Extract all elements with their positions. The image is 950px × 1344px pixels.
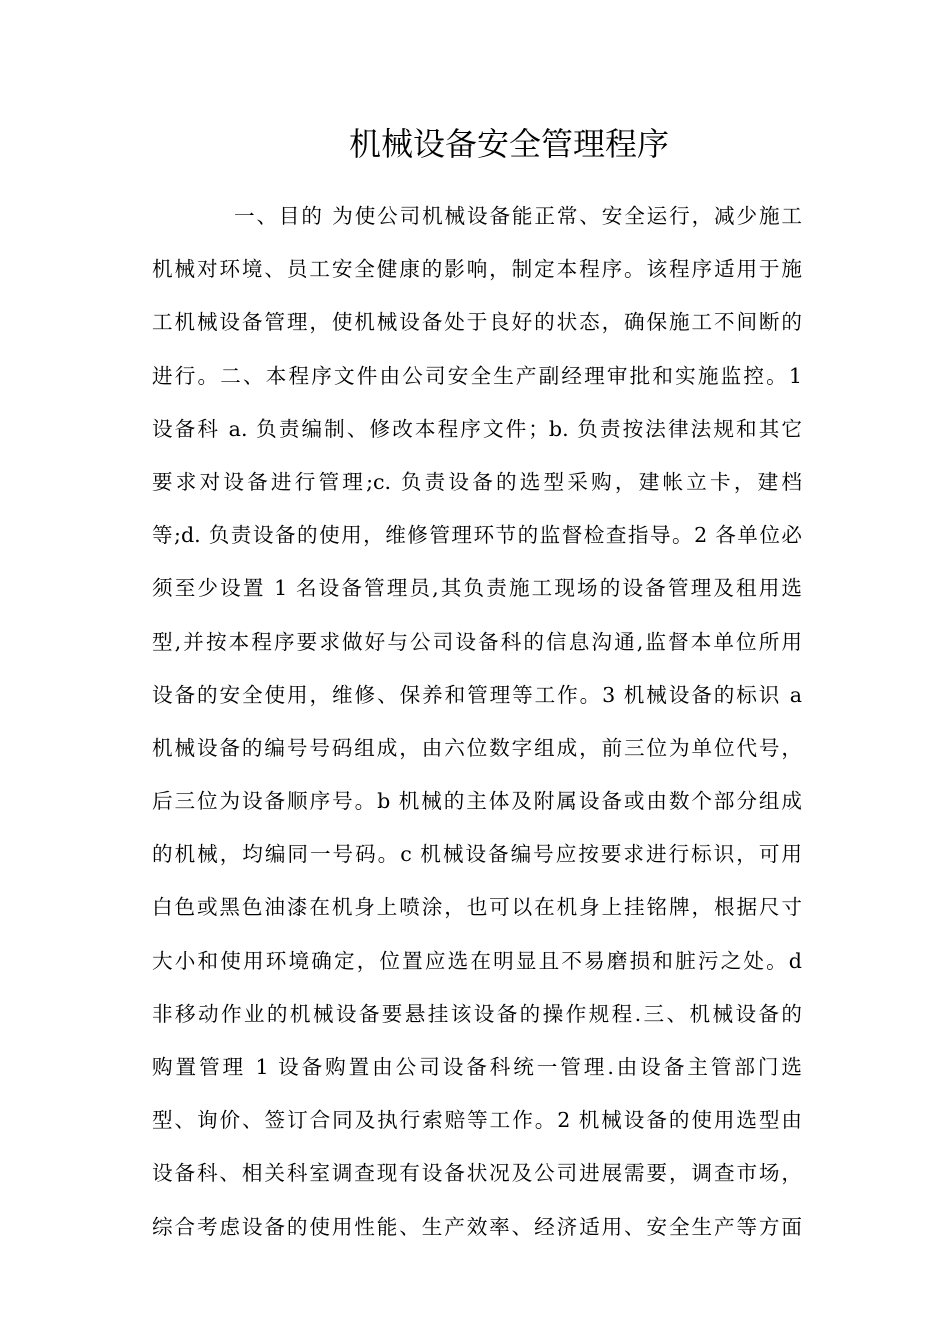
body-line: 白色或黑色油漆在机身上喷涂，也可以在机身上挂铭牌，根据尺寸 — [152, 895, 802, 920]
body-line: 机械设备的编号号码组成，由六位数字组成，前三位为单位代号， — [152, 735, 802, 760]
body-line: 非移动作业的机械设备要悬挂该设备的操作规程.三、机械设备的 — [152, 1001, 802, 1026]
body-line: 设备科 a. 负责编制、修改本程序文件；b. 负责按法律法规和其它 — [152, 416, 802, 441]
body-line: 进行。二、本程序文件由公司安全生产副经理审批和实施监控。1 — [152, 363, 802, 388]
body-line: 设备的安全使用，维修、保养和管理等工作。3 机械设备的标识 a — [152, 682, 802, 707]
body-line: 型、询价、签订合同及执行索赔等工作。2 机械设备的使用选型由 — [152, 1108, 802, 1133]
body-line: 工机械设备管理，使机械设备处于良好的状态，确保施工不间断的 — [152, 310, 802, 335]
document-body — [152, 194, 802, 1258]
body-line: 的机械，均编同一号码。c 机械设备编号应按要求进行标识，可用 — [152, 842, 802, 867]
body-line: 设备科、相关科室调查现有设备状况及公司进展需要，调查市场， — [152, 1161, 802, 1186]
body-line: 等;d. 负责设备的使用，维修管理环节的监督检查指导。2 各单位必 — [152, 523, 802, 548]
body-line: 后三位为设备顺序号。b 机械的主体及附属设备或由数个部分组成 — [152, 789, 802, 814]
body-line: 购置管理 1 设备购置由公司设备科统一管理.由设备主管部门选 — [152, 1055, 802, 1079]
body-line: 综合考虑设备的使用性能、生产效率、经济适用、安全生产等方面 — [152, 1214, 802, 1239]
body-line: 型,并按本程序要求做好与公司设备科的信息沟通,监督本单位所用 — [152, 629, 802, 654]
body-line: 要求对设备进行管理;c. 负责设备的选型采购，建帐立卡，建档 — [152, 469, 802, 494]
body-line: 一、目的 为使公司机械设备能正常、安全运行，减少施工 — [234, 204, 802, 228]
body-line: 大小和使用环境确定，位置应选在明显且不易磨损和脏污之处。d — [152, 948, 802, 973]
body-line: 须至少设置 1 名设备管理员,其负责施工现场的设备管理及租用选 — [152, 576, 802, 601]
document-title: 机械设备安全管理程序 — [348, 125, 669, 163]
body-line: 机械对环境、员工安全健康的影响，制定本程序。该程序适用于施 — [152, 257, 802, 282]
